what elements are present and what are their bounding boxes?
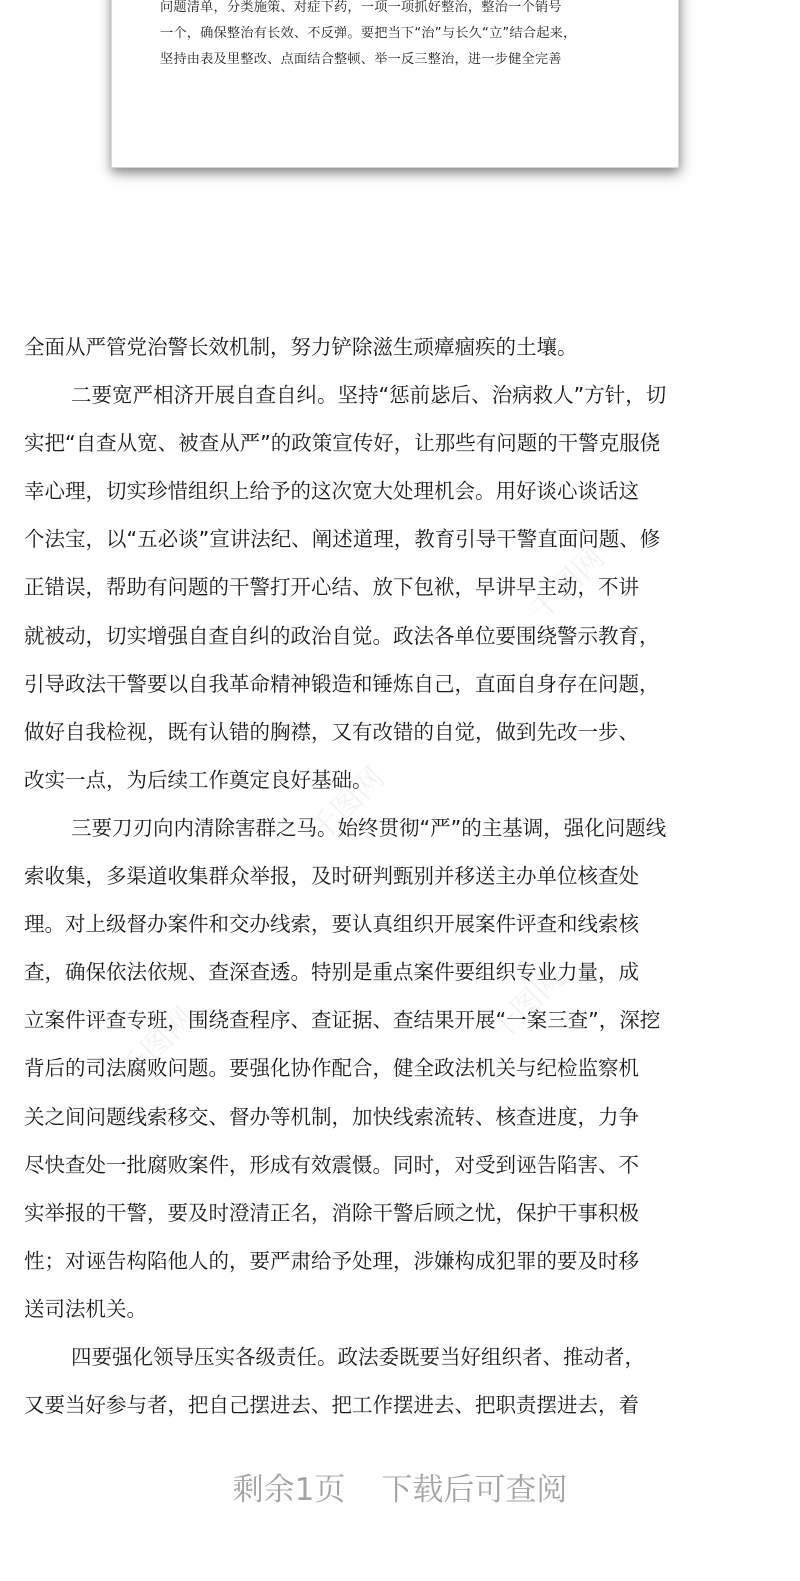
text-line: 个法宝，以“五必谈”宣讲法纪、阐述道理，教育引导干警直面问题、修 [24, 527, 661, 552]
text-line: 三要刀刃向内清除害群之马。始终贯彻“严”的主基调，强化问题线 [71, 815, 667, 840]
text-line: 关之间问题线索移交、督办等机制，加快线索流转、核查进度，力争 [24, 1104, 639, 1129]
text-line: 理。对上级督办案件和交办线索，要认真组织开展案件评查和线索核 [24, 912, 639, 937]
watermark: 千图网 [303, 760, 392, 849]
text-line: 四要强化领导压实各级责任。政法委既要当好组织者、推动者， [71, 1344, 645, 1369]
watermark: 千图网 [113, 1000, 202, 1089]
text-line: 查，确保依法依规、查深查透。特别是重点案件要组织专业力量，成 [24, 960, 639, 985]
remaining-pages-label: 剩余1页 [232, 1472, 346, 1508]
document-body [24, 323, 776, 1429]
preview-text-block [160, 0, 640, 73]
text-line: 实举报的干警，要及时澄清正名，消除干警后顾之忧，保护干事积极 [24, 1200, 639, 1225]
preview-line: 问题清单，分类施策、对症下药，一项一项抓好整治，整治一个销号 [160, 0, 562, 15]
text-line: 全面从严管党治警长效机制，努力铲除滋生顽瘴痼疾的土壤。 [24, 335, 578, 359]
text-line: 改实一点，为后续工作奠定良好基础。 [24, 767, 373, 792]
text-line: 送司法机关。 [24, 1296, 147, 1321]
remaining-pages-banner[interactable] [0, 1466, 800, 1514]
text-line: 二要宽严相济开展自查自纠。坚持“惩前毖后、治病救人”方针，切 [71, 383, 667, 408]
text-line: 就被动，切实增强自查自纠的政治自觉。政法各单位要围绕警示教育， [24, 623, 660, 648]
text-line: 幸心理，切实珍惜组织上给予的这次宽大处理机会。用好谈心谈话这 [24, 479, 639, 504]
text-line: 性；对诬告构陷他人的，要严肃给予处理，涉嫌构成犯罪的要及时移 [24, 1248, 639, 1273]
text-line: 尽快查处一批腐败案件，形成有效震慑。同时，对受到诬告陷害、不 [24, 1152, 639, 1177]
watermark: 千图网 [523, 540, 612, 629]
preview-line: 一个，确保整治有长效、不反弹。要把当下“治”与长久“立”结合起来， [160, 26, 577, 41]
text-line: 又要当好参与者，把自己摆进去、把工作摆进去、把职责摆进去，着 [24, 1393, 639, 1418]
text-line: 索收集，多渠道收集群众举报，及时研判甄别并移送主办单位核查处 [24, 864, 639, 889]
text-line: 实把“自查从宽、被查从严”的政策宣传好，让那些有问题的干警克服侥 [24, 431, 661, 456]
page-preview-card [111, 0, 679, 168]
text-line: 正错误，帮助有问题的干警打开心结、放下包袱，早讲早主动，不讲 [24, 575, 639, 600]
preview-line: 坚持由表及里整改、点面结合整顿、举一反三整治，进一步健全完善 [160, 52, 562, 67]
text-line: 立案件评查专班，围绕查程序、查证据、查结果开展“一案三查”，深挖 [24, 1008, 661, 1033]
text-line: 做好自我检视，既有认错的胸襟，又有改错的自觉，做到先改一步、 [24, 719, 639, 744]
watermark: 千图网 [483, 960, 572, 1049]
text-line: 引导政法干警要以自我革命精神锻造和锤炼自己，直面自身存在问题， [24, 671, 660, 696]
download-hint-label: 下载后可查阅 [381, 1472, 568, 1508]
text-line: 背后的司法腐败问题。要强化协作配合，健全政法机关与纪检监察机 [24, 1056, 639, 1081]
